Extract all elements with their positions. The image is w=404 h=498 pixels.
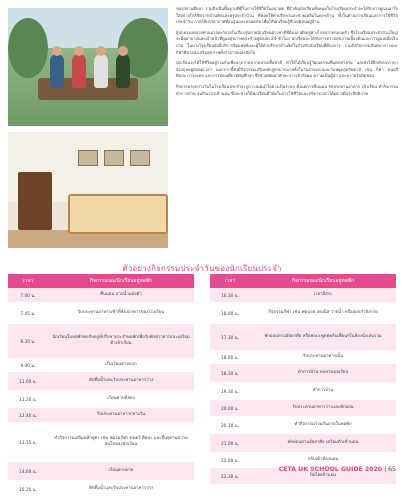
row-time: 15.20 น.: [19, 487, 37, 493]
row-time: 7.45 น.: [20, 311, 36, 317]
table-row: [8, 324, 194, 358]
activity-header: กิจกรรมของนักเรียนอยู่หอพัก: [89, 278, 153, 284]
row-activity: ทำการบ้าน: [312, 388, 334, 393]
intro-paragraph: ของสถานศึกษา รวมถึงเป็นพื้นฐานที่ดีในการใช้ชีวิตในอนาคต ที่สำคัญนักเรียนทั้งหมดในโรงเรียนประจำจะได้รับการดูแลเอาใจใส่อย่างใกล้ชิดจากบ้านพักและครูประจำบ้าน ที่คอยให้คำปรึกษาและช่วยเหลือในทุกๆด้าน ทั้งในด้านการเรียนและการใช้ชีวิตประจำวัน ภายใต้บรรยากาศที่อบอุ่นและปลอดภัย เพื่อให้นักเรียนรู้สึกเหมือนอยู่บ้าน: [176, 6, 398, 25]
table-row: [210, 400, 396, 416]
row-time: 21.00 น.: [221, 441, 239, 447]
table-row: [8, 358, 194, 372]
table-row: [8, 302, 194, 324]
row-activity: พักดื่มน้ำและรับประทานอาหารว่าง: [88, 486, 154, 491]
table-row: [8, 408, 194, 422]
row-activity: กลับเข้าห้องนอน: [307, 457, 339, 462]
row-activity: เริ่มเรียนคาบแรก: [105, 362, 137, 367]
row-time: 20.10 น.: [221, 423, 239, 429]
table-row: [8, 462, 194, 480]
row-activity: เรียนคาบบ่าย: [108, 468, 134, 473]
intro-text: [176, 6, 398, 101]
row-activity: พักผ่อนตามอัธยาศัย หรือพบปะพูดคุยกับเพื่อนๆในห้องนั่งเล่นรวม: [264, 334, 382, 339]
table-header: [8, 274, 194, 288]
row-activity: เรียนคาบที่สอง: [107, 396, 135, 401]
row-time: 18.00 น.: [221, 355, 239, 361]
row-activity: พักผ่อนตามอัธยาศัย เตรียมตัวเข้านอน: [287, 440, 359, 445]
intro-paragraph: นักเรียนจะได้ใช้ชีวิตอยู่ร่วมกับเพื่อนๆจากหลากหลายเชื้อชาติ ทำให้ได้เรียนรู้วัฒนธรรมที่แตกต่างกัน และยังได้ฝึกทักษะภาษาอังกฤษอยู่ตลอดเวลา นอกจากนี้ยังมีกิจกรรมเสริมหลักสูตรมากมายทั้งในวันธรรมดาและวันหยุดสุดสัปดาห์ เช่น กีฬา ดนตรี ศิลปะ การละคร และการท่องเที่ยวทัศนศึกษา ซึ่งช่วยพัฒนาทักษะการเข้าสังคม ความเป็นผู้นำ และความรับผิดชอบ: [176, 60, 398, 79]
table-row: [210, 416, 396, 434]
row-activity: รับประทานอาหารเย็น: [302, 354, 344, 359]
row-time: 11.20 น.: [19, 397, 37, 403]
students-garden-photo: [8, 8, 168, 126]
row-time: 7.00 น.: [20, 293, 36, 299]
row-time: 22.30 น.: [221, 474, 239, 480]
table-row: [210, 324, 396, 350]
row-time: 20.00 น.: [221, 406, 239, 412]
boarding-bedroom-photo: [8, 132, 168, 248]
row-time: 12.40 น.: [19, 413, 37, 419]
table-row: [210, 434, 396, 452]
row-activity: ทำกิจกรรมร่วมกันภายในหอพัก: [294, 422, 352, 427]
row-time: 14.00 น.: [19, 469, 37, 475]
row-activity: รับประทานอาหารเช้าที่ห้องอาหารของโรงเรียน: [77, 310, 165, 315]
page-number: 65: [388, 466, 396, 473]
row-time: 9.00 น.: [20, 363, 36, 369]
row-time: 19.30 น.: [221, 389, 239, 395]
row-time: 17.30 น.: [221, 335, 239, 341]
row-activity: ทำการบ้าน ทบทวนบทเรียน: [297, 370, 349, 375]
table-row: [8, 372, 194, 390]
row-time: 13.15 น.: [19, 440, 37, 446]
table-row: [210, 364, 396, 382]
table-row: [8, 422, 194, 462]
table-row: [210, 382, 396, 400]
row-time: 11.00 น.: [19, 379, 37, 385]
table-row: [210, 288, 396, 302]
photo-area: [8, 8, 168, 248]
table-row: [8, 288, 194, 302]
table-header: [210, 274, 396, 288]
row-activity: ทำกิจกรรมเสริมหลักสูตร เช่น ชมรมกีฬา ดนตรี ศิลปะ และอื่นๆตามความสนใจของนักเรียน: [54, 436, 188, 447]
time-header: เวลา: [224, 278, 236, 284]
table-row: [210, 350, 396, 364]
table-row: [8, 390, 194, 408]
row-activity: รับประทานอาหารว่างและพักผ่อน: [292, 405, 354, 410]
row-time: 8.30 น.: [20, 339, 36, 345]
row-activity: เวลาอิสระ: [313, 292, 333, 297]
row-activity: กิจกรรมกีฬา เช่น ฟุตบอล เทนนิส ว่ายน้ำ หรือออกกำลังกาย: [268, 310, 378, 315]
row-activity: นักเรียนในหอพักพบกับครูที่ปรึกษาประจำหอพักเพื่อรับฟังข่าวสารและเตรียมตัวเข้าเรียน: [52, 335, 190, 346]
time-header: เวลา: [22, 278, 34, 284]
footer-separator: |: [384, 466, 389, 473]
intro-paragraph: กิจกรรมระหว่างวันในโรงเรียนประจำจะถูกวางแผนไว้อย่างเป็นระบบ ตั้งแต่การตื่นนอน รับประทานอาหาร เข้าเรียน ทำกิจกรรม ทำการบ้าน จนถึงเวลาเข้านอน ซึ่งจะช่วยให้นักเรียนมีวินัยในการใช้ชีวิตและบริหารเวลาได้อย่างมีประสิทธิภาพ: [176, 83, 398, 96]
row-activity: พักดื่มน้ำและรับประทานอาหารว่าง: [88, 378, 154, 383]
row-time: 22.00 น.: [221, 458, 239, 464]
intro-paragraph: ผู้ปกครองหลายท่านอาจจะกังวลในเรื่องสุขภาพนักเรียนต่างชาติที่ต้องอาศัยอยู่ห่างไกลจากครอบครัว ซึ่งโรงเรียนประจำส่วนใหญ่จะมีพยาบาลและเจ้าหน้าที่ดูแลสุขภาพประจำอยู่ตลอด 24 ชั่วโมง นักเรียนจะได้รับการตรวจสุขภาพเบื้องต้นและการดูแลเมื่อเจ็บป่วย ในบางโรงเรียนยังมีบริการจิตแพทย์และผู้ให้คำปรึกษาด้านจิตใจสำหรับนักเรียนที่ต้องการ รวมถึงกิจกรรมสันทนาการและกีฬาที่ช่วยส่งเสริมสุขภาพทั้งร่างกายและจิตใจ: [176, 29, 398, 55]
activity-header: กิจกรรมของนักเรียนอยู่หอพัก: [291, 278, 355, 284]
table-row: [8, 480, 194, 498]
row-activity: รับประทานอาหารกลางวัน: [96, 412, 146, 417]
schedule-table-right: [210, 274, 396, 484]
row-time: 18.30 น.: [221, 371, 239, 377]
row-activity: ปิดไฟเข้านอน: [310, 473, 336, 478]
schedule-table-left: [8, 274, 194, 498]
row-time: 16.30 น.: [221, 293, 239, 299]
row-time: 18.00 น.: [221, 311, 239, 317]
page-footer: [279, 466, 396, 473]
section-title: ตัวอย่างกิจกรรมประจำวันของนักเรียนประจำ: [122, 264, 282, 273]
row-activity: ตื่นนอน อาบน้ำแต่งตัว: [100, 292, 142, 297]
footer-brand: CETA UK SCHOOL GUIDE 2020: [278, 466, 383, 473]
table-row: [210, 302, 396, 324]
